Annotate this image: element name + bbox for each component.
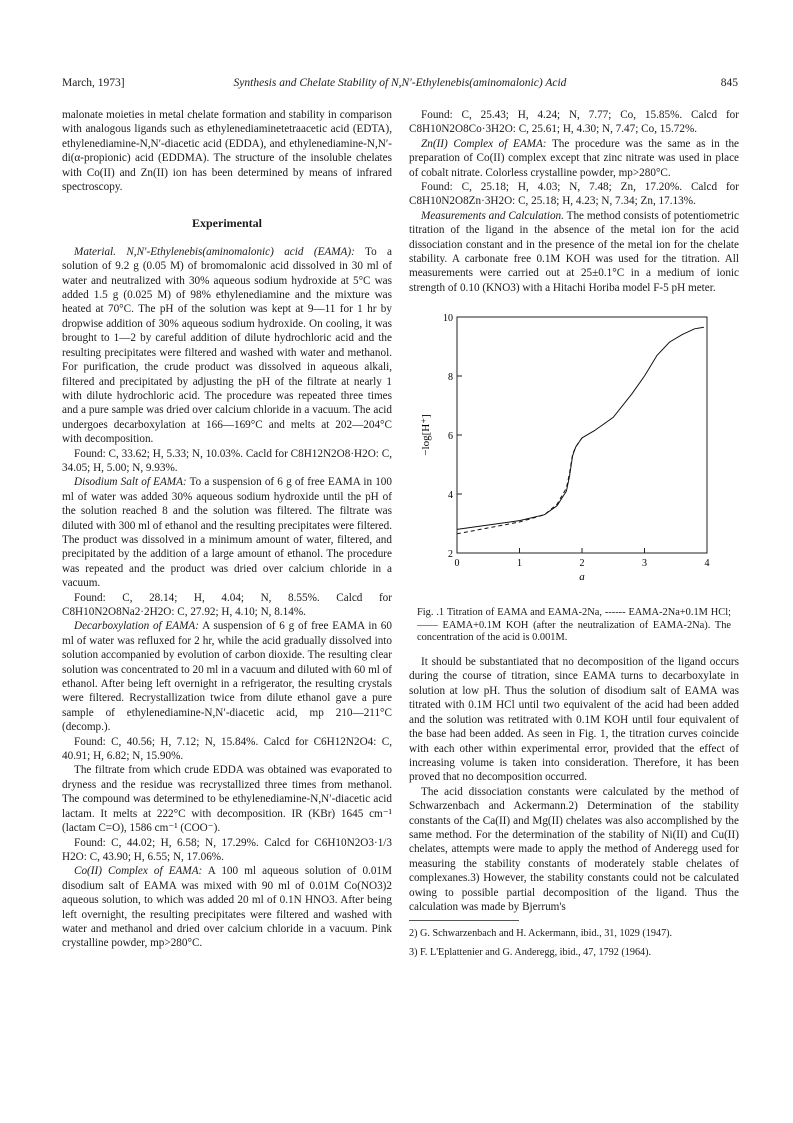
header-title: Synthesis and Chelate Stability of N,N′-Ethylenebis(aminomalonic) Acid: [233, 77, 567, 89]
footnote-rule: [409, 920, 519, 921]
x-tick-label: 3: [642, 558, 647, 570]
analysis-5: Found: C, 25.43; H, 4.24; N, 7.77; Co, 15.85%. Calcd for C8H10N2O8Co·3H2O: C, 25.61; H, 4.30; N, 7.47; Co, 15.72%.: [409, 109, 739, 136]
disodium-paragraph: [62, 475, 392, 590]
decarboxylation-label: Decarboxylation of EAMA:: [74, 620, 199, 633]
intro-paragraph: malonate moieties in metal chelate formation and stability in comparison with analogous ligands such as ethylenediaminetetraacetic acid (EDTA), ethylenediamine-N,N′-diacetic acid (EDDA), and ethylenediamine-N,N′-di(α-propionic) acid (EDDMA). The structure of the insoluble chelates with Co(II) and Zn(II) ion has been determined by means of infrared spectroscopy.: [62, 109, 392, 194]
zinc-paragraph: [409, 137, 739, 180]
analysis-1: Found: C, 33.62; H, 5.33; N, 10.03%. Cacld for C8H12N2O8·H2O: C, 34.05; H, 5.00; N, 9.93%.: [62, 447, 392, 474]
x-tick-label: 0: [454, 558, 460, 570]
right-column: [409, 108, 739, 959]
series-line-koh: [457, 328, 704, 530]
material-compound: N,N′-Ethylenebis(aminomalonic) acid (EAMA):: [126, 245, 355, 258]
cobalt-text: A 100 ml aqueous solution of 0.01M disodium salt of EAMA was mixed with 90 ml of 0.01M Co(NO3)2 aqueous solution, to which was added 20 ml of 0.1N HNO3. After being left overnight, the resulting precipitates were filtered and washed with water and methanol and dried over calcium chloride in a vacuum. Pink crystalline powder, mp>280°C.: [62, 865, 392, 950]
series-line-hcl: [457, 438, 582, 534]
footnote-2: 2) G. Schwarzenbach and H. Ackermann, ibid., 31, 1029 (1947).: [409, 928, 673, 940]
material-paragraph: [62, 245, 392, 447]
decarboxylation-text: A suspension of 6 g of free EAMA in 60 ml of water was refluxed for 2 hr, while the acid gradually dissolved into solution accompanied by evolution of carbon dioxide. The resulting clear solution was concentrated to 20 ml in a vacuum and diluted with 60 ml of ethanol. After being left overnight in a refrigerator, the resulting crystals were filtered. Recrystallization twice from dilute ethanol gave a pure sample of ethylenediamine-N,N′-diacetic acid, mp 210—211°C (decomp.).: [62, 620, 392, 734]
analysis-2: Found: C, 28.14; H, 4.04; N, 8.55%. Calcd for C8H10N2O8Na2·2H2O: C, 27.92; H, 4.10; N, 8.14%.: [62, 591, 392, 618]
header-date: March, 1973]: [62, 77, 125, 89]
plot-frame: [457, 317, 707, 553]
material-label: Material.: [74, 245, 116, 258]
footnote-3: 3) F. L'Eplattenier and G. Anderegg, ibid., 47, 1792 (1964).: [409, 947, 652, 959]
body-paragraph-2: The acid dissociation constants were calculated by the method of Schwarzenbach and Ackermann.2) Determination of the stability constants of the Ca(II) and Mg(II) chelates was also accomplished by the same method. For the determination of the stability of Ni(II) and Cu(II) chelates, attempts were made to apply the method of Anderegg used for measuring the stability constants of moderately stable chelates of complexanes.3) However, the stability constants could not be calculated owing to possible partial decomposition of the ligand. Thus the calculation was made by Bjerrum's: [409, 785, 739, 913]
measurements-label: Measurements and Calculation.: [421, 209, 564, 222]
disodium-label: Disodium Salt of EAMA:: [74, 476, 187, 489]
y-tick-label: 6: [448, 431, 453, 443]
analysis-4: Found: C, 44.02; H, 6.58; N, 17.29%. Calcd for C6H10N2O3·1/3 H2O: C, 43.90; H, 6.55; N, 17.06%.: [62, 836, 392, 863]
cobalt-label: Co(II) Complex of EAMA:: [74, 865, 203, 878]
left-column: [62, 108, 392, 951]
titration-chart: [409, 303, 739, 603]
y-tick-label: 2: [448, 549, 453, 561]
x-tick-label: 1: [517, 558, 522, 570]
body-paragraph-1: It should be substantiated that no decomposition of the ligand occurs during the course of titration, since EAMA turns to decarboxylate in solution at low pH. Thus the solution of disodium salt of EAMA was titrated with 0.1M HCl until two equivalent of the acid had been added and the solution was retitrated with 0.1M KOH until four equivalent of the base had been added. As seen in Fig. 1, the titration curves coincide with each other within experimental error, provided that the effect of increasing volume is taken into consideration. Therefore, it has been proved that no decomposition occurred.: [409, 656, 739, 784]
analysis-3: Found: C, 40.56; H, 7.12; N, 15.84%. Calcd for C6H12N2O4: C, 40.91; H, 6.82; N, 15.90%.: [62, 735, 392, 763]
titration-figure: [409, 303, 739, 603]
x-tick-label: 2: [579, 558, 585, 570]
section-heading: Experimental: [192, 216, 262, 231]
y-axis-label: −log[H⁺]: [420, 414, 432, 456]
decarboxylation-paragraph: [62, 619, 392, 734]
y-tick-label: 4: [448, 490, 453, 502]
y-tick-label: 8: [448, 372, 453, 384]
running-header: [62, 77, 738, 93]
zinc-text: The procedure was the same as in the preparation of Co(II) complex except that zinc nitrate was used in place of cobalt nitrate. Colorless crystalline powder, mp>280°C.: [409, 137, 740, 179]
cobalt-paragraph: [62, 864, 392, 950]
analysis-6: Found: C, 25.18; H, 4.03; N, 7.48; Zn, 17.20%. Calcd for C8H10N2O8Zn·3H2O: C, 25.18; H, 4.23; N, 7.34; Zn, 17.13%.: [409, 181, 739, 208]
measurements-text: The method consists of potentiometric titration of the ligand in the absence of the metal ion for the acid dissociation constant and in the presence of the metal ion for the chelate stability. A carbonate free 0.1M KOH was used for the titration. All measurements were carried out at 25±0.1°C in a medium of ionic strength of 0.10 (KNO3) with a Hitachi Horiba model F-5 pH meter.: [409, 209, 739, 294]
edda-paragraph: The filtrate from which crude EDDA was obtained was evaporated to dryness and the residue was recrystallized three times from methanol. The compound was determined to be ethylenediamine-N,N′-diacetic acid lactam. It melts at 222°C with decomposition. IR (KBr) 1645 cm⁻¹ (lactam C=O), 1586 cm⁻¹ (COO⁻).: [62, 764, 392, 835]
y-tick-label: 10: [443, 313, 453, 325]
measurements-paragraph: [409, 209, 739, 295]
page-number: 845: [720, 77, 738, 89]
material-text: To a solution of 9.2 g (0.05 M) of bromomalonic acid dissolved in 30 ml of water and neutralized with 30% aqueous sodium hydroxide at 5°C was added 1.5 g (0.025 M) of 98% ethylenediamine and the mixture was heated at 70°C. The pH of the solution was kept at 9—11 for 1 hr by dropwise addition of 30% aqueous sodium hydroxide. On cooling, it was brought to 1—2 by careful addition of dilute hydrochloric acid and the resulting precipitates were filtered and washed with water and methanol. For purification, the crude product was dissolved in aqueous alkali, filtered and precipitated by adjusting the pH of the filtrate at nearly 1 with dilute hydrochloric acid. The procedure was repeated three times and a pure sample was dried over calcium chloride in a vacuum. The acid undergoes decarboxylation at 166—169°C and melts at 202—204°C with decomposition.: [62, 245, 392, 446]
x-axis-label: a: [579, 571, 585, 584]
figure-caption: Fig. .1 Titration of EAMA and EAMA-2Na, ------ EAMA-2Na+0.1M HCl; —— EAMA+0.1M KOH (after the neutralization of EAMA-2Na). The concentration of the acid is 0.001M.: [417, 607, 731, 644]
disodium-text: To a suspension of 6 g of free EAMA in 100 ml of water was added 30% aqueous sodium hydroxide until the pH of the solution reached 8 and the solution was filtered. The filtrate was diluted with 300 ml of ethanol and the resulting precipitates were filtered. The product was dissolved in a minimum amount of water, filtered, and precipitated by the addition of a large amount of ethanol. The procedure was repeated and the product was dried over calcium chloride in a vacuum.: [62, 476, 392, 590]
zinc-label: Zn(II) Complex of EAMA:: [421, 137, 547, 150]
x-tick-label: 4: [704, 558, 710, 570]
